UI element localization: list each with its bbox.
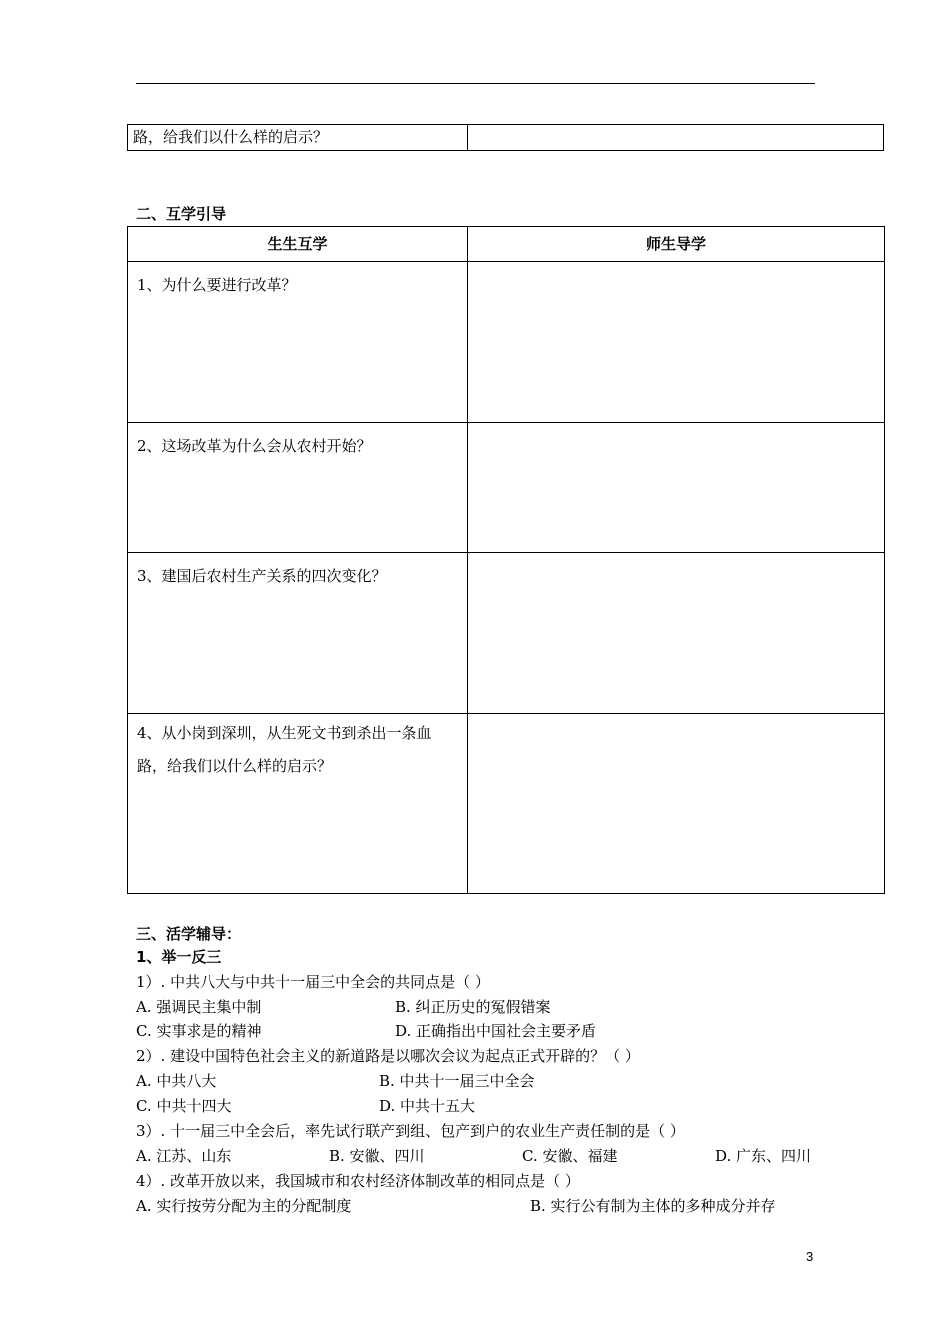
section-2-title: 二、互学引导 [136,205,227,223]
question-2-option-c: C. 中共十四大 [136,1097,232,1115]
question-4-stem: 4）. 改革开放以来，我国城市和农村经济体制改革的相同点是（ ） [136,1172,580,1190]
page-number: 3 [806,1249,814,1264]
question-2-option-b: B. 中共十一届三中全会 [379,1072,535,1090]
question-2-option-a: A. 中共八大 [136,1072,217,1090]
answer-cell-1 [468,262,885,423]
question-1-option-c: C. 实事求是的精神 [136,1022,262,1040]
question-cell-3: 3、建国后农村生产关系的四次变化？ [128,553,468,714]
header-rule [136,83,815,84]
table-row [128,714,885,894]
section-3-subtitle: 1、举一反三 [136,948,222,966]
section-3-title: 三、活学辅导： [136,925,242,943]
answer-cell-3 [468,553,885,714]
column-header-teacher-guided: 师生导学 [468,227,885,262]
question-cell-1: 1、为什么要进行改革？ [128,262,468,423]
question-4-option-a: A. 实行按劳分配为主的分配制度 [136,1197,352,1215]
question-3-option-d: D. 广东、四川 [715,1147,812,1165]
question-3-option-b: B. 安徽、四川 [329,1147,425,1165]
table-row [128,423,885,553]
question-cell-2: 2、这场改革为什么会从农村开始？ [128,423,468,553]
table-row [128,262,885,423]
question-2-stem: 2）. 建设中国特色社会主义的新道路是以哪次会议为起点正式开辟的？（ ） [136,1047,640,1065]
question-1-option-a: A. 强调民主集中制 [136,998,262,1016]
table-header-row [128,227,885,262]
answer-cell-4 [468,714,885,894]
top-table-left-cell: 路，给我们以什么样的启示？ [128,125,468,151]
answer-cell-2 [468,423,885,553]
question-3-option-c: C. 安徽、福建 [522,1147,618,1165]
top-table [127,124,884,151]
mutual-learning-table [127,226,885,894]
question-1-stem: 1）. 中共八大与中共十一届三中全会的共同点是（ ） [136,973,490,991]
question-3-stem: 3）. 十一届三中全会后，率先试行联产到组、包产到户的农业生产责任制的是（ ） [136,1122,685,1140]
question-2-option-d: D. 中共十五大 [379,1097,476,1115]
question-4-option-b: B. 实行公有制为主体的多种成分并存 [530,1197,776,1215]
table-row [128,125,884,151]
table-row [128,553,885,714]
question-cell-4: 4、从小岗到深圳，从生死文书到杀出一条血路，给我们以什么样的启示？ [128,714,468,894]
question-3-option-a: A. 江苏、山东 [136,1147,232,1165]
question-1-option-b: B. 纠正历史的冤假错案 [395,998,551,1016]
column-header-peer-learning: 生生互学 [128,227,468,262]
question-1-option-d: D. 正确指出中国社会主要矛盾 [395,1022,597,1040]
top-table-right-cell [468,125,884,151]
